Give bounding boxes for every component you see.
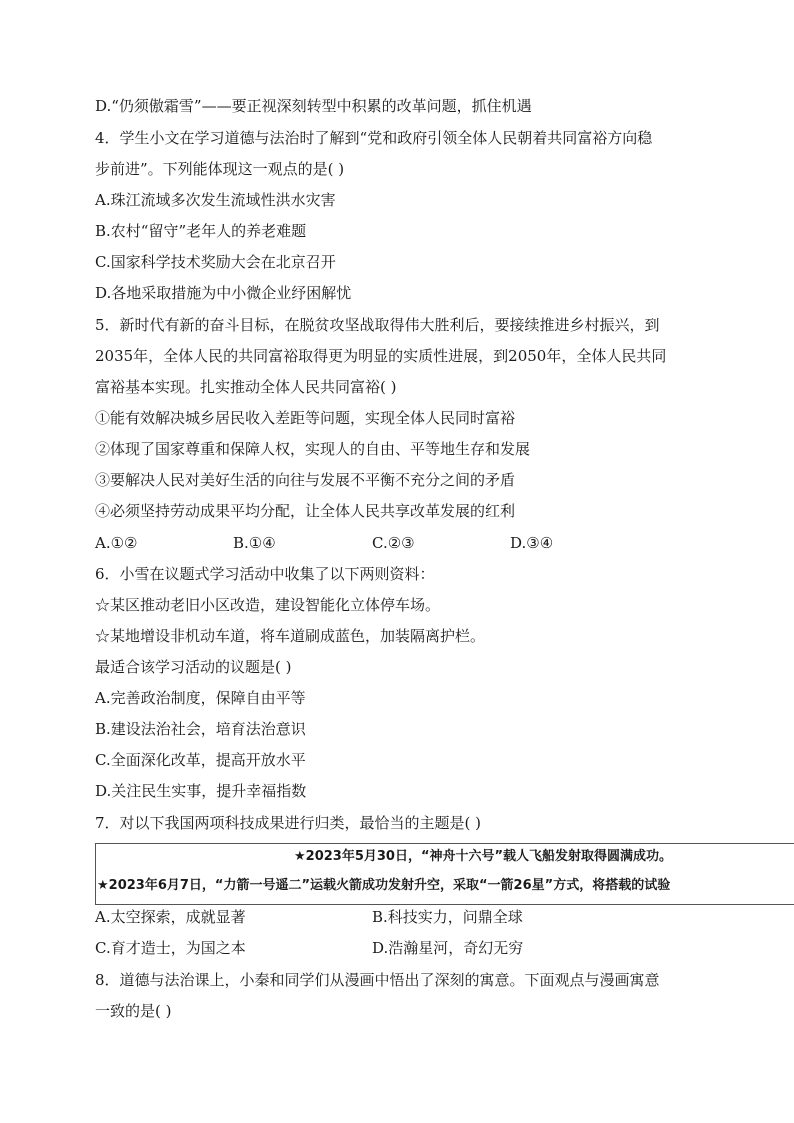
q7-material-box [95, 843, 794, 905]
q7-option-b: B.科技实力，问鼎全球 [372, 908, 523, 926]
q7-option-a: A.太空探索，成就显著 [95, 908, 246, 926]
q6-option-c: C.全面深化改革，提高开放水平 [95, 751, 306, 769]
q5-stem-line-1: 5．新时代有新的奋斗目标，在脱贫攻坚战取得伟大胜利后，要接续推进乡村振兴，到 [95, 316, 660, 334]
q4-stem-line-2: 步前进”。下列能体现这一观点的是( ) [95, 160, 345, 178]
q5-statement-1: ①能有效解决城乡居民收入差距等问题，实现全体人民同时富裕 [95, 409, 516, 427]
q4-option-b: B.农村“留守”老年人的养老难题 [95, 222, 307, 240]
q4-option-c: C.国家科学技术奖励大会在北京召开 [95, 253, 336, 271]
q5-statement-4: ④必须坚持劳动成果平均分配，让全体人民共享改革发展的红利 [95, 502, 516, 520]
q6-material-2: ☆某地增设非机动车道，将车道刷成蓝色，加装隔离护栏。 [95, 627, 486, 645]
q4-option-d: D.各地采取措施为中小微企业纾困解忧 [95, 284, 352, 302]
q5-option-c: C.②③ [372, 534, 415, 552]
q5-option-a: A.①② [95, 534, 138, 552]
q5-option-d: D.③④ [510, 534, 554, 552]
q6-option-b: B.建设法治社会，培育法治意识 [95, 720, 306, 738]
q7-stem: 7．对以下我国两项科技成果进行归类，最恰当的主题是( ) [95, 814, 482, 832]
q4-stem-line-1: 4．学生小文在学习道德与法治时了解到“党和政府引领全体人民朝着共同富裕方向稳 [95, 129, 653, 147]
q6-option-d: D.关注民生实事，提升幸福指数 [95, 782, 307, 800]
q5-stem-line-2: 2035年，全体人民的共同富裕取得更为明显的实质性进展，到2050年，全体人民共同 [95, 347, 667, 365]
q5-option-b: B.①④ [233, 534, 276, 552]
q5-statement-3: ③要解决人民对美好生活的向往与发展不平衡不充分之间的矛盾 [95, 471, 516, 489]
q5-stem-line-3: 富裕基本实现。扎实推动全体人民共同富裕( ) [95, 378, 397, 396]
q6-stem-line-2: 最适合该学习活动的议题是( ) [95, 658, 292, 676]
q4-option-a: A.珠江流域多次发生流域性洪水灾害 [95, 191, 336, 209]
q3-option-d: D.“仍须傲霜雪”——要正视深刻转型中积累的改革问题，抓住机遇 [95, 97, 532, 115]
q7-option-c: C.育才造士，为国之本 [95, 939, 246, 957]
q6-stem-line-1: 6．小雪在议题式学习活动中收集了以下两则资料： [95, 565, 435, 583]
q6-option-a: A.完善政治制度，保障自由平等 [95, 689, 306, 707]
q6-material-1: ☆某区推动老旧小区改造，建设智能化立体停车场。 [95, 596, 441, 614]
q7-option-d: D.浩瀚星河，奇幻无穷 [372, 939, 524, 957]
q7-material-2: ★2023年6月7日，“力箭一号遥二”运载火箭成功发射升空，采取“一箭26星”方式，将搭载的试验 [97, 878, 671, 893]
q8-stem-line-2: 一致的是( ) [95, 1002, 172, 1020]
q8-stem-line-1: 8．道德与法治课上，小秦和同学们从漫画中悟出了深刻的寓意。下面观点与漫画寓意 [95, 971, 660, 989]
q7-material-1: ★2023年5月30日，“神舟十六号”载人飞船发射取得圆满成功。 [294, 849, 673, 864]
q5-statement-2: ②体现了国家尊重和保障人权，实现人的自由、平等地生存和发展 [95, 440, 531, 458]
